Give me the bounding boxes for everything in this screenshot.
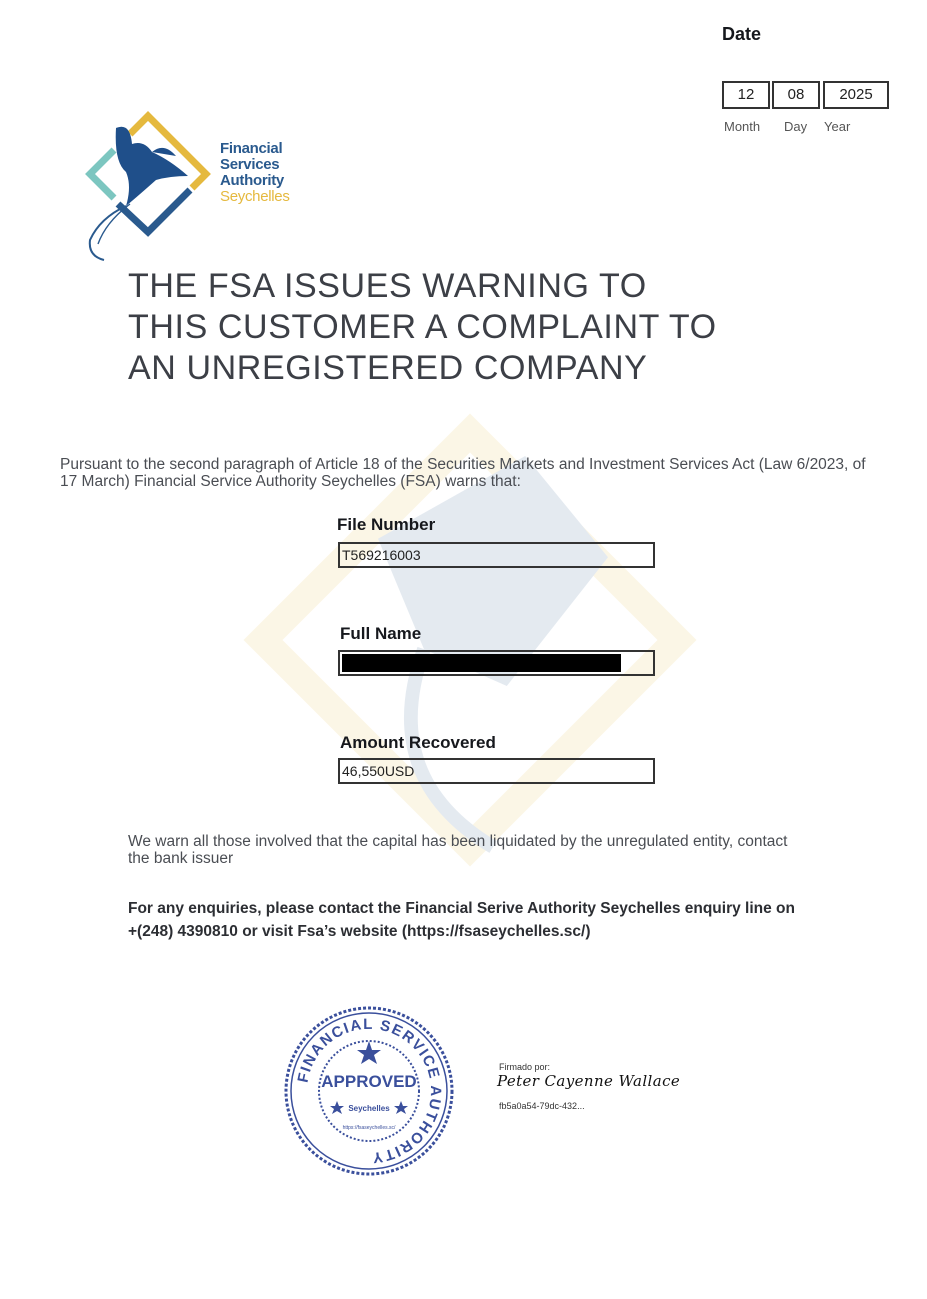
logo-line-4: Seychelles: [220, 188, 290, 205]
date-day-label: Day: [784, 119, 808, 134]
date-year-label: Year: [824, 119, 851, 134]
bird-diamond-logo-icon: [80, 110, 220, 265]
logo-wordmark: [220, 141, 290, 205]
amount-recovered-field: 46,550USD: [338, 758, 655, 784]
page-title: THE FSA ISSUES WARNING TO THIS CUSTOMER A COMPLAINT TO AN UNREGISTERED COMPANY: [128, 267, 717, 387]
logo-line-3: Authority: [220, 172, 284, 189]
full-name-label: Full Name: [340, 624, 422, 643]
contact-line-2: +(248) 4390810 or visit Fsa’s website (https://fsaseychelles.sc/): [128, 923, 591, 940]
date-day-box: 08: [772, 81, 820, 109]
signature-hash: fb5a0a54-79dc-432...: [499, 1101, 585, 1111]
intro-paragraph: Pursuant to the second paragraph of Article 18 of the Securities Markets and Investment Services Act (Law 6/2023, of 17 March) Financial Service Authority Seychelles (FSA) warns that:: [60, 456, 866, 490]
svg-text:FINANCIAL SERVICE AUTHORITY: FINANCIAL SERVICE AUTHORITY: [294, 1015, 445, 1167]
date-title: Date: [722, 24, 762, 44]
warning-paragraph: We warn all those involved that the capital has been liquidated by the unregulated entity, contact the bank issuer: [128, 833, 788, 867]
svg-text:APPROVED: APPROVED: [321, 1072, 417, 1091]
logo-line-1: Financial: [220, 140, 283, 157]
date-month-box: 12: [722, 81, 770, 109]
signature-label: Firmado por:: [499, 1062, 551, 1072]
logo-line-2: Services: [220, 156, 280, 173]
full-name-field: [338, 650, 655, 676]
svg-text:https://fsaseychelles.sc/: https://fsaseychelles.sc/: [342, 1125, 396, 1131]
approved-seal-icon: [283, 1005, 455, 1177]
signature-name: Peter Cayenne Wallace: [497, 1072, 681, 1090]
contact-line-1: For any enquiries, please contact the Financial Serive Authority Seychelles enquiry line on: [128, 900, 795, 917]
svg-text:Seychelles: Seychelles: [348, 1104, 390, 1113]
redaction-bar: [342, 654, 621, 672]
contact-block: [128, 898, 808, 942]
amount-recovered-label: Amount Recovered: [340, 733, 496, 752]
date-year-box: 2025: [823, 81, 889, 109]
file-number-label: File Number: [337, 515, 436, 534]
file-number-field: T569216003: [338, 542, 655, 568]
date-month-label: Month: [724, 119, 761, 134]
